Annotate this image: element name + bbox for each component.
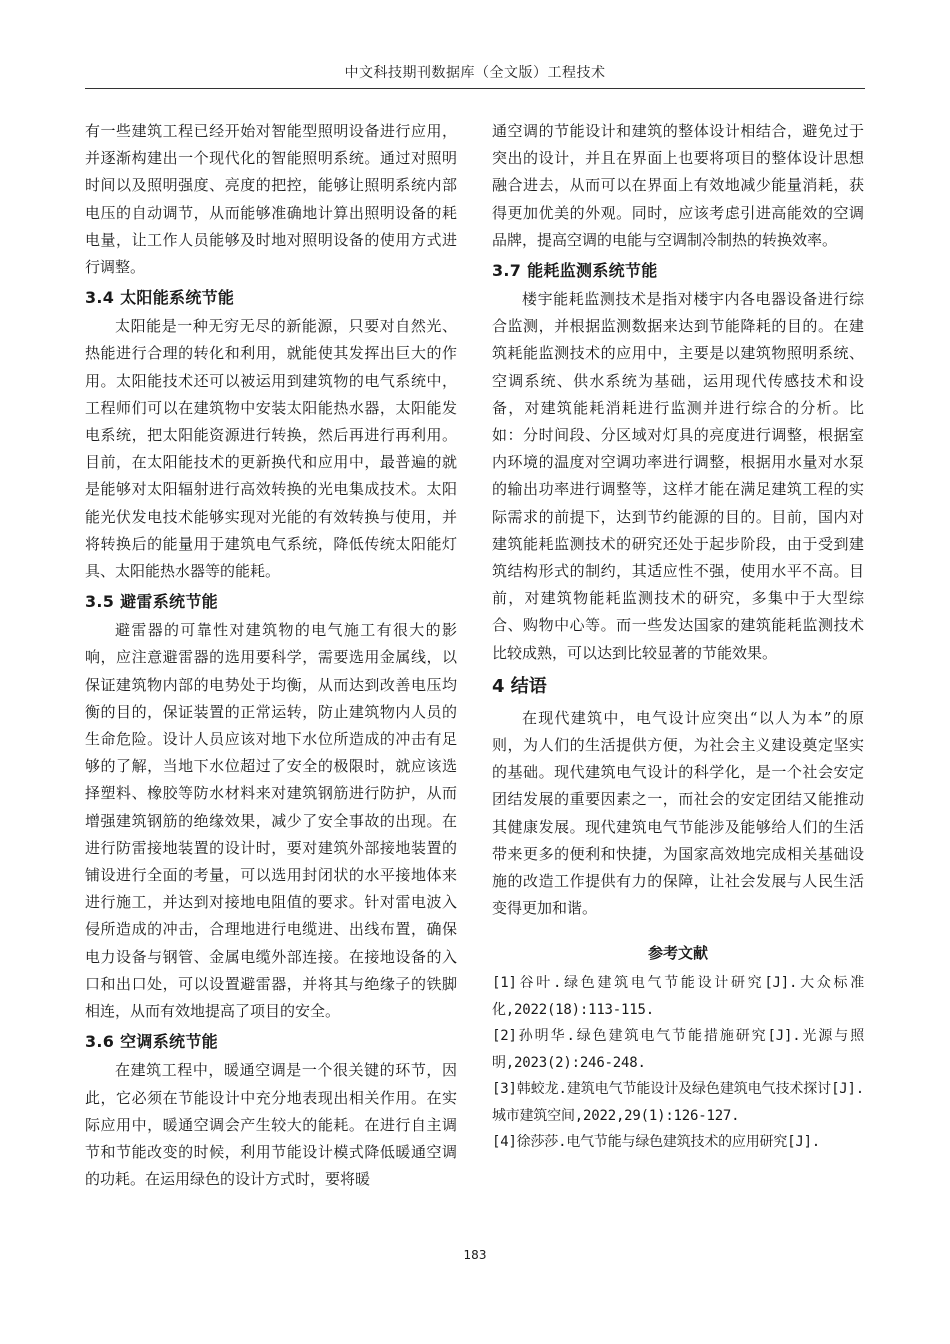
reference-item: [3]韩蛟龙.建筑电气节能设计及绿色建筑电气技术探讨[J].城市建筑空间,2022,29(1):126-127. — [492, 1081, 864, 1124]
reference-item: [1]谷叶.绿色建筑电气节能设计研究[J].大众标准化,2022(18):113-115. — [492, 975, 864, 1018]
paragraph-intro: 有一些建筑工程已经开始对智能型照明设备进行应用，并逐渐构建出一个现代化的智能照明系统。通过对照明时间以及照明强度、亮度的把控，能够让照明系统内部电压的自动调节，从而能够准确地计算出照明设备的耗电量，让工作人员能够及时地对照明设备的使用方式进行调整。 — [85, 122, 457, 277]
left-column — [85, 118, 457, 1193]
heading-3-4: 3.4 太阳能系统节能 — [85, 288, 235, 308]
paragraph-4: 在现代建筑中，电气设计应突出“以人为本”的原则，为人们的生活提供方便，为社会主义建设奠定坚实的基础。现代建筑电气设计的科学化，是一个社会安定团结发展的重要因素之一，而社会的安定团结又能推动其健康发展。现代建筑电气节能涉及能够给人们的生活带来更多的便利和快捷，为国家高效地完成相关基础设施的改造工作提供有力的保障，让社会发展与人民生活变得更加和谐。 — [492, 708, 864, 918]
paragraph-3-6: 在建筑工程中，暖通空调是一个很关键的环节，因此，它必须在节能设计中充分地表现出相关作用。在实际应用中，暖通空调会产生较大的能耗。在进行自主调节和节能改变的时候，利用节能设计模式降低暖通空调的功耗。在运用绿色的设计方式时，要将暖 — [85, 1061, 457, 1189]
page-number: 183 — [463, 1248, 487, 1262]
paragraph-continued: 通空调的节能设计和建筑的整体设计相结合，避免过于突出的设计，并且在界面上也要将项目的整体设计思想融合进去，从而可以在界面上有效地减少能量消耗，获得更加优美的外观。同时，应该考虑引进高能效的空调品牌，提高空调的电能与空调制冷制热的转换效率。 — [492, 122, 864, 249]
references-title: 参考文献 — [647, 944, 708, 963]
heading-3-7: 3.7 能耗监测系统节能 — [492, 261, 658, 281]
paragraph-3-4: 太阳能是一种无穷无尽的新能源，只要对自然光、热能进行合理的转化和利用，就能使其发挥出巨大的作用。太阳能技术还可以被运用到建筑物的电气系统中，工程师们可以在建筑物中安装太阳能热水器，太阳能发电系统，把太阳能资源进行转换，然后再进行再利用。目前，在太阳能技术的更新换代和应用中，最普遍的就是能够对太阳辐射进行高效转换的光电集成技术。太阳能光伏发电技术能够实现对光能的有效转换与使用，并将转换后的能量用于建筑电气系统，降低传统太阳能灯具、太阳能热水器等的能耗。 — [85, 317, 457, 581]
journal-header: 中文科技期刊数据库（全文版）工程技术 — [344, 65, 606, 81]
heading-3-6: 3.6 空调系统节能 — [85, 1032, 218, 1052]
reference-item: [2]孙明华.绿色建筑电气节能措施研究[J].光源与照明,2023(2):246-248. — [492, 1028, 864, 1071]
reference-item: [4]徐莎莎.电气节能与绿色建筑技术的应用研究[J]. — [492, 1134, 821, 1151]
heading-3-5: 3.5 避雷系统节能 — [85, 592, 218, 612]
paragraph-3-5: 避雷器的可靠性对建筑物的电气施工有很大的影响，应注意避雷器的选用要科学，需要选用金属线，以保证建筑物内部的电势处于均衡，从而达到改善电压均衡的目的，保证装置的正常运转，防止建筑物内人员的生命危险。设计人员应该对地下水位所造成的冲击有足够的了解，当地下水位超过了安全的极限时，就应该选择塑料、橡胶等防水材料来对建筑钢筋进行防护，从而增强建筑钢筋的绝缘效果，减少了安全事故的出现。在进行防雷接地装置的设计时，要对建筑外部接地装置的铺设进行全面的考量，可以选用封闭状的水平接地体来进行施工，并达到对接地电阻值的要求。针对雷电波入侵所造成的冲击，合理地进行电缆进、出线布置，确保电力设备与钢管、金属电缆外部连接。在接地设备的入口和出口处，可以设置避雷器，并将其与绝缘子的铁脚相连，从而有效地提高了项目的安全。 — [85, 621, 457, 1021]
paragraph-3-7: 楼宇能耗监测技术是指对楼宇内各电器设备进行综合监测，并根据监测数据来达到节能降耗的目的。在建筑耗能监测技术的应用中，主要是以建筑物照明系统、空调系统、供水系统为基础，运用现代传感技术和设备，对建筑能耗消耗进行监测并进行综合的分析。比如：分时间段、分区域对灯具的亮度进行调整，根据室内环境的温度对空调功率进行调整，根据用水量对水泵的输出功率进行调整等，这样才能在满足建筑工程的实际需求的前提下，达到节约能源的目的。目前，国内对建筑能耗监测技术的研究还处于起步阶段，由于受到建筑结构形式的制约，其适应性不强，使用水平不高。目前，对建筑物能耗监测技术的研究，多集中于大型综合、购物中心等。而一些发达国家的建筑能耗监测技术比较成熟，可以达到比较显著的节能效果。 — [492, 290, 864, 662]
header-rule — [85, 88, 865, 89]
right-column — [492, 118, 864, 1156]
heading-4: 4 结语 — [492, 675, 547, 697]
